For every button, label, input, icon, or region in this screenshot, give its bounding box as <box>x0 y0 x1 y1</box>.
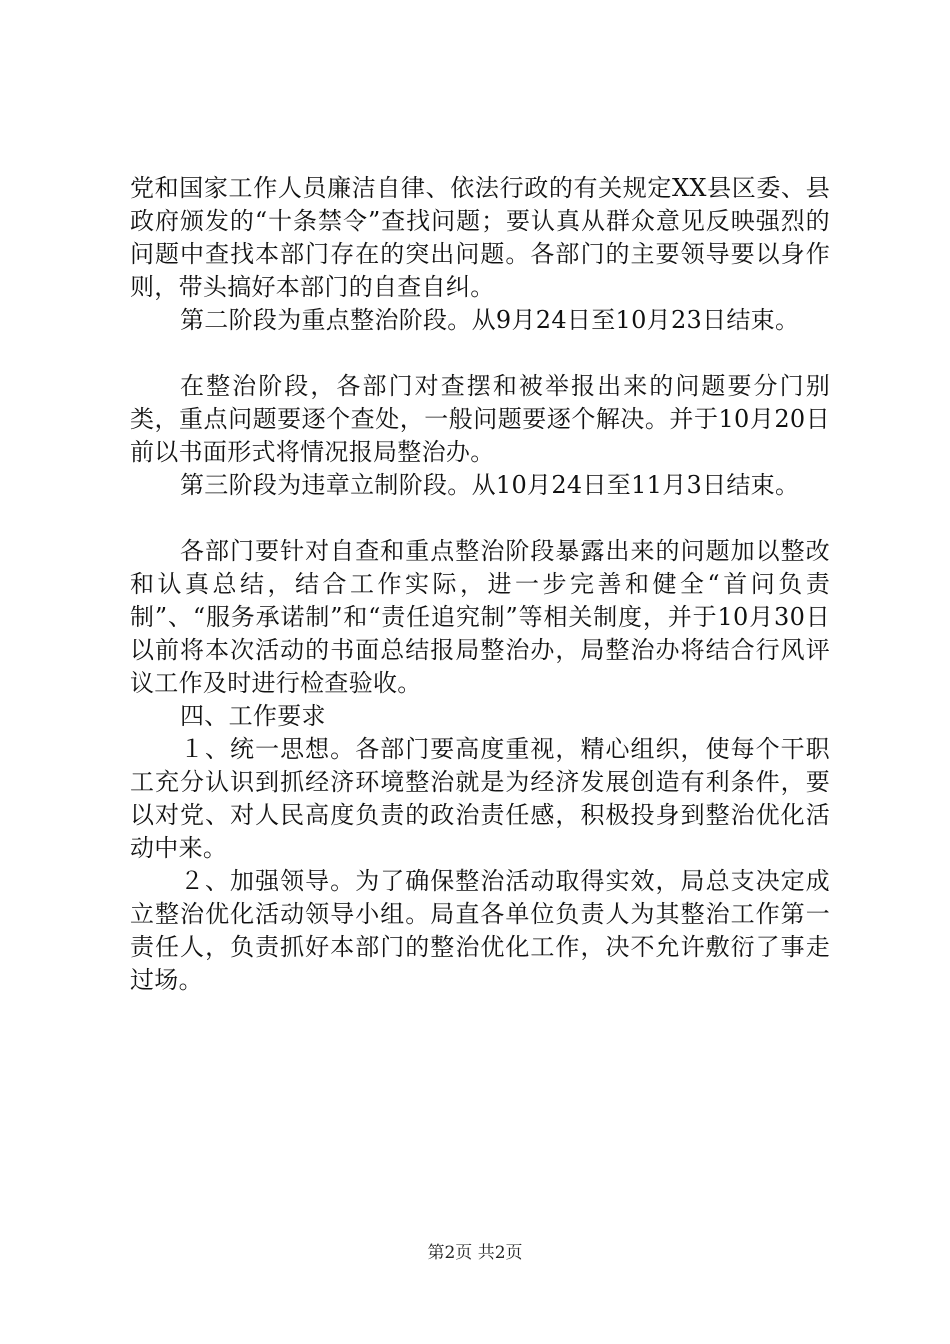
section-heading-requirements: 四、工作要求 <box>180 702 326 730</box>
paragraph-requirement-2: ２、加强领导。为了确保整治活动取得实效，局总支决定成立整治优化活动领导小组。局直各单位负责人为其整治工作第一责任人，负责抓好本部门的整治优化工作，决不允许敷衍了事走过场。 <box>130 867 830 994</box>
paragraph-rectification: 在整治阶段，各部门对查摆和被举报出来的问题要分门别类，重点问题要逐个查处，一般问题要逐个解决。并于10月20日前以书面形式将情况报局整治办。 <box>130 372 830 466</box>
paragraph-stage-three: 第三阶段为违章立制阶段。从10月24日至11月3日结束。 <box>180 471 800 499</box>
paragraph-stage-two: 第二阶段为重点整治阶段。从9月24日至10月23日结束。 <box>180 306 800 334</box>
document-body <box>130 172 830 997</box>
paragraph-system-building: 各部门要针对自查和重点整治阶段暴露出来的问题加以整改和认真总结，结合工作实际，进一步完善和健全“首问负责制”、“服务承诺制”和“责任追究制”等相关制度，并于10月30日以前将本次活动的书面总结报局整治办，局整治办将结合行风评议工作及时进行检查验收。 <box>130 537 830 697</box>
page-footer: 第2页 共2页 <box>427 1243 523 1263</box>
paragraph-requirement-1: １、统一思想。各部门要高度重视，精心组织，使每个干职工充分认识到抓经济环境整治就是为经济发展创造有利条件，要以对党、对人民高度负责的政治责任感，积极投身到整治优化活动中来。 <box>130 735 830 862</box>
paragraph-continuation: 党和国家工作人员廉洁自律、依法行政的有关规定XX县区委、县政府颁发的“十条禁令”查找问题；要认真从群众意见反映强烈的问题中查找本部门存在的突出问题。各部门的主要领导要以身作则，带头搞好本部门的自查自纠。 <box>130 174 830 301</box>
